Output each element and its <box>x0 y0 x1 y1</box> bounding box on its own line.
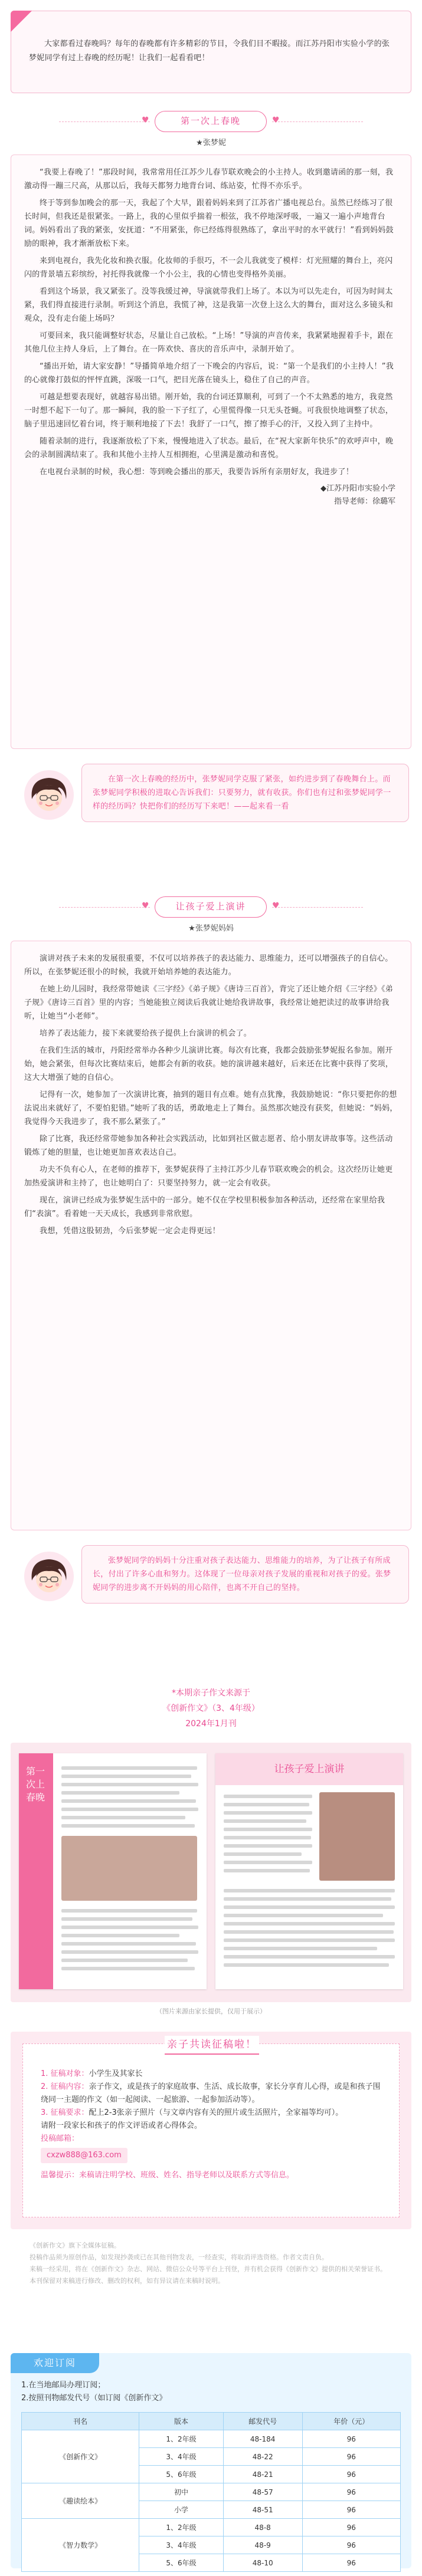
teacher-comment-1 <box>11 764 411 882</box>
teacher-comment-2 <box>11 1545 411 1663</box>
version-cell: 5、6年级 <box>139 2554 224 2572</box>
section-title-1 <box>0 111 422 132</box>
heart-icon: ♥ <box>272 901 280 911</box>
table-header-row <box>22 2413 401 2430</box>
article-2 <box>11 941 411 1530</box>
subscription-table <box>21 2412 401 2572</box>
intro-text: 大家都看过春晚吗？每年的春晚都有许多精彩的节目，令我们目不暇接。而江苏丹阳市实验小学的张梦妮同学有过上春晚的经历呢！让我们一起看看吧！ <box>29 40 390 63</box>
code-cell: 48-10 <box>223 2554 302 2572</box>
page-right-title: 让孩子爱上演讲 <box>274 1763 345 1775</box>
version-cell: 1、2年级 <box>139 2430 224 2448</box>
comment-text: 在第一次上春晚的经历中，张梦妮同学克服了紧张，如约进步到了春晚舞台上。而张梦妮同学积极的进取心告诉我们：只要努力，就有收获。你们也有过和张梦妮同学一样的经历吗？快把你们的经历写下来吧！——起来看一看 <box>93 775 391 811</box>
table-row <box>22 2430 401 2448</box>
code-cell: 48-22 <box>223 2448 302 2466</box>
paragraph: 培养了表达能力，接下来就要给孩子提供上台演讲的机会了。 <box>40 1029 252 1038</box>
paragraph: “我要上春晚了！”那段时间，我常常用任江苏少儿春节联欢晚会的小主持人。收到邀请函的那一刻，我激动得一蹦三尺高，从那以后，我每天都努力地背台词、练站姿，忙得不亦乐乎。 <box>24 168 394 190</box>
magazine-name: 《创新作文》 <box>22 2430 139 2483</box>
version-cell: 1、2年级 <box>139 2519 224 2536</box>
version-cell: 5、6年级 <box>139 2466 224 2483</box>
magazine-name: 《趣读绘本》 <box>22 2483 139 2519</box>
divider-line <box>59 121 150 122</box>
magazine-page-left <box>19 1753 207 1989</box>
editorial-notes <box>17 2240 405 2287</box>
email-address[interactable]: cxzw888@163.com <box>41 2148 127 2163</box>
version-cell: 初中 <box>139 2483 224 2501</box>
column-header: 年价（元） <box>302 2413 400 2430</box>
item-head: 1. 征稿对象： <box>41 2069 89 2078</box>
submission-extra: 请附一段家长和孩子的作文评语或者心得体会。 <box>41 2121 202 2130</box>
price-cell: 96 <box>302 2536 400 2554</box>
email-label: 投稿邮箱： <box>41 2134 80 2143</box>
page-left-title: 第一次上春晚 <box>25 1766 45 1803</box>
corner-decoration <box>11 11 32 32</box>
item-body: 亲子作文，或是孩子的家庭故事、生活、成长故事，家长分享育儿心得，或是和孩子围绕同一主题的作文（如一起阅读、一起旅游、一起参加活动等）。 <box>41 2082 381 2104</box>
intro-box <box>11 11 411 93</box>
teacher-avatar-icon <box>24 770 74 820</box>
paragraph: 在她上幼儿园时，我经常带她读《三字经》《弟子规》《唐诗三百首》，背完了还让她介绍《三字经》《弟子规》《唐诗三百首》里的内容；当她能独立阅读后我就让她给我讲故事，我经常让她把读过的故事讲给我听，让她当“小老师”。 <box>24 985 394 1021</box>
price-cell: 96 <box>302 2501 400 2519</box>
code-cell: 48-8 <box>223 2519 302 2536</box>
version-cell: 3、4年级 <box>139 2448 224 2466</box>
price-cell: 96 <box>302 2554 400 2572</box>
paragraph: 随着录制的进行，我逐渐放松了下来，慢慢地进入了状态。最后，在“祝大家新年快乐”的欢呼声中，晚会的录制圆满结束了。我和其他小主持人互相拥抱，心里满是激动和喜悦。 <box>24 437 394 459</box>
source-line-3: 2024年1月刊 <box>185 1719 237 1729</box>
paragraph: 可越是想要表现好，就越容易出错。刚开始，我的台词还算顺利，可到了一个不太熟悉的地方，我竟然一时想不起下一句了。那一瞬间，我的脸一下子红了，心里慌得像一只无头苍蝇。可我很快地调整了状态，脑子里迅速回忆着台词，终于顺利地接了下去！我舒了一口气，擦了擦手心的汗，又投入到了主持中。 <box>24 393 394 429</box>
magazine-name: 《智力数学》 <box>22 2519 139 2572</box>
warm-tip: 温馨提示：来稿请注明学校、班级、姓名、指导老师以及联系方式等信息。 <box>41 2171 295 2180</box>
teacher-avatar-icon <box>24 1551 74 1602</box>
section-title-2 <box>0 896 422 918</box>
paragraph: 可要回来，我只能调整好状态，尽量让自己放松。“上场！”导演的声音传来，我紧紧地握着手卡，跟在其他几位主持人身后，上了舞台。在一阵欢快、喜庆的音乐声中，录制开始了。 <box>24 331 394 354</box>
code-cell: 48-51 <box>223 2501 302 2519</box>
table-row <box>22 2519 401 2536</box>
heart-icon: ♥ <box>272 116 280 125</box>
divider-line <box>59 907 150 908</box>
divider-line <box>272 121 363 122</box>
code-cell: 48-184 <box>223 2430 302 2448</box>
note: 本刊保留对来稿进行修改、删改的权利，如有异议请在来稿时说明。 <box>30 2277 224 2285</box>
paragraph: 功夫不负有心人，在老师的推荐下，张梦妮获得了主持江苏少儿春节联欢晚会的机会。这次经历让她更加热爱演讲和主持了，也让她明白了：只要坚持努力，就一定会有收获。 <box>24 1165 393 1188</box>
submission-inner <box>22 2039 400 2217</box>
price-cell: 96 <box>302 2519 400 2536</box>
photo-placeholder <box>319 1792 395 1881</box>
item-body: 小学生及其家长 <box>89 2069 143 2078</box>
paragraph: 记得有一次，她参加了一次演讲比赛，抽到的题目有点难。她有点犹豫，我鼓励她说：“你只要把你的想法说出来就好了，不要怕犯错。”她听了我的话，勇敢地走上了舞台。虽然那次她没有获奖，但她说：“妈妈，我觉得今天我进步了，我不那么紧张了。” <box>24 1090 398 1126</box>
submission-item <box>41 2068 381 2081</box>
email-row <box>41 2133 381 2145</box>
source-line-2: 《创新作文》（3、4年级） <box>162 1704 260 1713</box>
note: 《创新作文》旗下全媒体征稿。 <box>30 2242 120 2249</box>
source-line-1: *本期亲子作文来源于 <box>172 1688 250 1698</box>
price-cell: 96 <box>302 2448 400 2466</box>
version-cell: 小学 <box>139 2501 224 2519</box>
paragraph: “播出开始，请大家安静！”导播简单地介绍了一下晚会的内容后，说：“第一个是我们的小主持人！”我的心就像打鼓似的怦怦直跳，深吸一口气，把目光落在镜头上，稳住了自己的声音。 <box>24 362 394 385</box>
item-head: 3. 征稿要求： <box>41 2108 89 2117</box>
signature-teacher: 指导老师：徐璐军 <box>333 497 395 506</box>
paragraph: 来到电视台，我先化妆和换衣服。化妆师的手很巧，不一会儿我就变了模样：灯光照耀的舞台上，亮闪闪的背景墙五彩缤纷，衬托得我就像一个小公主，我的心情也变得格外美丽。 <box>24 257 393 279</box>
code-cell: 48-9 <box>223 2536 302 2554</box>
paragraph: 现在，演讲已经成为张梦妮生活中的一部分。她不仅在学校里积极参加各种活动，还经常在家里给我们“表演”。看着她一天天成长，我感到非常欣慰。 <box>24 1196 385 1218</box>
submission-title: 亲子共读征稿啦！ <box>165 2036 259 2055</box>
article-2-title: 让孩子爱上演讲 <box>155 896 267 918</box>
spread-caption: （图片来源由家长提供，仅用于展示） <box>156 2007 266 2015</box>
column-header: 版本 <box>139 2413 224 2430</box>
step-1: 1.在当地邮局办理订阅； <box>21 2381 106 2390</box>
magazine-spread-image <box>11 1743 411 2002</box>
subscription-box <box>11 2353 411 2568</box>
paragraph: 在电视台录制的时候，我心想：等到晚会播出的那天，我要告诉所有亲朋好友，我进步了！ <box>40 468 354 477</box>
note: 来稿一经采用，将在《创新作文》杂志、网站、微信公众号等平台上刊登，并有机会获得《创新作文》提供的相关荣誉证书。 <box>30 2265 387 2273</box>
submission-box <box>11 2032 411 2229</box>
photo-placeholder <box>61 1836 197 1901</box>
signature-school: ◆江苏丹阳市实验小学 <box>320 484 395 493</box>
heart-icon: ♥ <box>142 901 149 911</box>
column-header: 刊名 <box>22 2413 139 2430</box>
article-1 <box>11 155 411 749</box>
article-2-author: ★张梦妮妈妈 <box>188 924 234 933</box>
price-cell: 96 <box>302 2483 400 2501</box>
comment-text: 张梦妮同学的妈妈十分注重对孩子表达能力、思维能力的培养，为了让孩子有所成长，付出了许多心血和努力。这体现了一位母亲对孩子发展的重视和对孩子的爱。张梦妮同学的进步离不开妈妈的用心陪伴，也离不开自己的坚持。 <box>93 1556 391 1592</box>
submission-item <box>41 2081 381 2107</box>
table-row <box>22 2483 401 2501</box>
article-1-author: ★张梦妮 <box>196 139 226 147</box>
item-head: 2. 征稿内容： <box>41 2082 89 2091</box>
note: 投稿作品须为原创作品，如发现抄袭或已在其他刊物发表，一经查实，将取消评选资格。作者文责自负。 <box>30 2253 328 2261</box>
divider-line <box>272 907 363 908</box>
item-body: 配上2-3张亲子照片（与文章内容有关的照片或生活照片，全家福等均可）。 <box>89 2108 344 2117</box>
paragraph: 看到这个场景，我又紧张了。没等我缓过神，导演就带我们上场了。本以为可以先走台，可因为时间太紧，我们得直接进行录制。听到这个消息，我慌了神，这是我第一次登上这么大的舞台，面对这么多镜头和观众，没有走台能上场吗？ <box>24 287 394 323</box>
article-1-title: 第一次上春晚 <box>155 111 267 132</box>
heart-icon: ♥ <box>142 116 149 125</box>
paragraph: 终于等到参加晚会的那一天，我起了个大早，跟着妈妈来到了江苏省广播电视总台。虽然已经练习了很长时间，但我还是很紧张。一路上，我的心里似乎揣着一根弦，我不停地深呼吸，一遍又一遍小声地背台词。妈妈看出了我的紧张，安抚道：“不用紧张，你已经练得很熟练了，拿出平时的水平就行！”看到妈妈鼓励的眼神，我才渐渐放松下来。 <box>24 199 394 248</box>
version-cell: 3、4年级 <box>139 2536 224 2554</box>
subscription-steps <box>21 2379 166 2405</box>
paragraph: 除了比赛，我还经常带她参加各种社会实践活动，比如到社区做志愿者、给小朋友讲故事等。这些活动锻炼了她的胆量，也让她更加喜欢表达自己。 <box>24 1135 393 1157</box>
step-2: 2.按照刊物邮发代号（如订阅《创新作文》 <box>21 2394 167 2403</box>
price-cell: 96 <box>302 2430 400 2448</box>
code-cell: 48-57 <box>223 2483 302 2501</box>
paragraph: 演讲对孩子未来的发展很重要，不仅可以培养孩子的表达能力、思维能力，还可以增强孩子的自信心。所以，在张梦妮还很小的时候，我就开始培养她的表达能力。 <box>24 954 393 977</box>
paragraph: 在我们生活的城市，丹阳经常举办各种少儿演讲比赛。每次有比赛，我都会鼓励张梦妮报名参加。刚开始，她会紧张，但每次比赛结束后，她都会有新的收获。她的演讲越来越好，后来还在比赛中获得了奖项，这大大增强了她的自信心。 <box>24 1046 394 1082</box>
comment-bubble <box>81 764 409 822</box>
subscription-header: 欢迎订阅 <box>11 2353 99 2373</box>
code-cell: 48-21 <box>223 2466 302 2483</box>
price-cell: 96 <box>302 2466 400 2483</box>
column-header: 邮发代号 <box>223 2413 302 2430</box>
submission-item <box>41 2107 381 2120</box>
comment-bubble <box>81 1545 409 1604</box>
magazine-page-right <box>215 1753 403 1989</box>
paragraph: 我想，凭借这股韧劲，今后张梦妮一定会走得更远！ <box>40 1227 220 1236</box>
